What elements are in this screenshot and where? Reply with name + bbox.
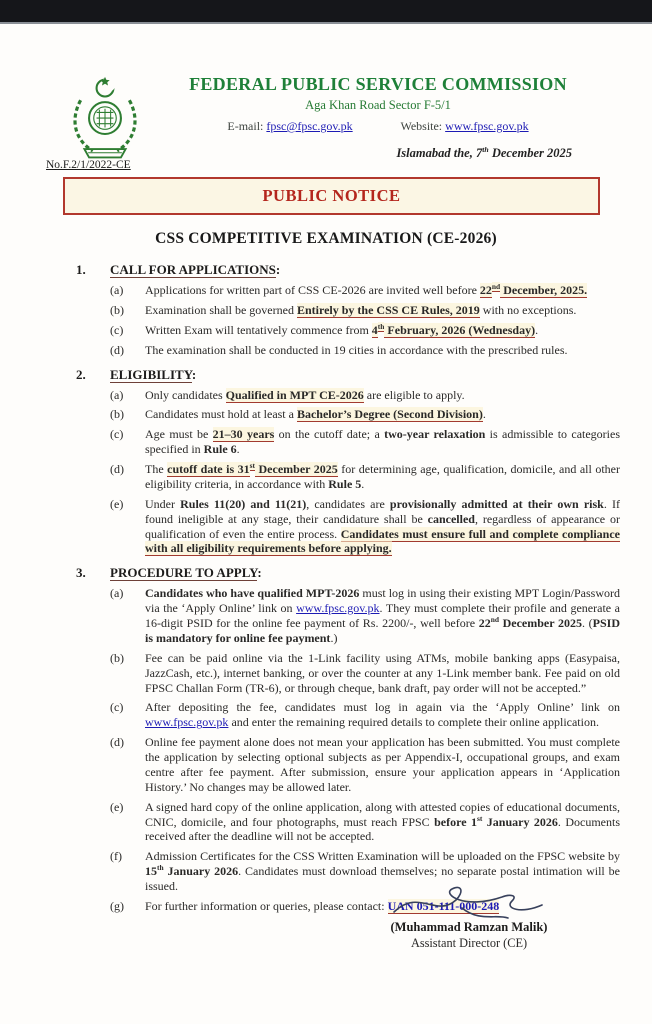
item-label: (b) (110, 650, 124, 665)
text-segment: Candidates must ensure full and complete compliance with all eligibility requirements before applying. (145, 526, 620, 556)
item-text (145, 735, 620, 795)
inline-link[interactable]: www.fpsc.gov.pk (145, 715, 229, 730)
text-segment: January 2026 (482, 814, 558, 829)
public-notice-banner-text: PUBLIC NOTICE (262, 186, 401, 205)
text-segment: Admission Certificates for the CSS Written Examination will be uploaded on the FPSC website by (145, 849, 620, 864)
section-heading (110, 565, 620, 581)
email-link[interactable]: fpsc@fpsc.gov.pk (266, 119, 353, 133)
list-item (110, 497, 620, 557)
notice-body (0, 253, 652, 919)
item-label: (f) (110, 849, 122, 864)
text-segment: . They must complete their profile and generate a 16-digit PSID for the online fee payment of Rs. 2200/-, well before (145, 601, 620, 630)
list-item (110, 586, 620, 646)
text-segment: . Documents received after the deadline will not be accepted. (145, 814, 620, 844)
list-item (110, 283, 620, 298)
item-label: (d) (110, 462, 124, 476)
text-segment: February, 2026 (Wednesday) (384, 322, 536, 337)
text-segment: cutoff date is 31 (167, 462, 250, 476)
section-items (0, 283, 652, 358)
item-label: (a) (110, 586, 124, 601)
text-segment: January 2026 (163, 864, 239, 879)
text-segment: .) (330, 630, 338, 645)
section (0, 565, 652, 914)
text-segment: 4 (371, 322, 378, 337)
text-segment: provisionally admitted at their own risk (389, 496, 604, 511)
text-segment: and enter the remaining required details to complete their online application. (228, 715, 599, 730)
text-segment: Online fee payment alone does not mean your application has been submitted. You must complete the application by selecting optional subjects as per Appendix-I, occupational groups, and exam centre after fee payment. After submission, ensure your application appears in ‘Application History.’ No changes may be allowed later. (145, 735, 620, 794)
item-label: (b) (110, 302, 124, 317)
inline-link[interactable]: UAN 051-111-000-248 (387, 898, 500, 913)
item-label: (a) (110, 387, 124, 402)
section-number: 3. (76, 565, 86, 581)
text-segment: . (236, 442, 240, 457)
text-segment: is admissible to categories specified in (145, 427, 621, 457)
section-heading-row (76, 565, 620, 581)
text-segment: st (476, 813, 483, 823)
item-text (145, 283, 620, 298)
text-segment: 22 (479, 283, 492, 297)
reference-number: No.F.2/1/2022-CE (46, 159, 131, 171)
item-text (145, 462, 620, 492)
item-label: (d) (110, 735, 124, 750)
text-segment: PSID is mandatory for online fee payment (145, 616, 621, 645)
text-segment: th (377, 321, 385, 331)
website-link[interactable]: www.fpsc.gov.pk (445, 119, 529, 133)
text-segment: on the cutoff date; a (274, 427, 385, 442)
item-label: (d) (110, 342, 124, 357)
section-heading-row (76, 262, 620, 278)
text-segment: . ( (582, 616, 593, 630)
text-segment: Entirely by the CSS CE Rules, 2019 (296, 302, 480, 317)
item-text (145, 497, 620, 557)
signatory-name: (Muhammad Ramzan Malik) (390, 920, 548, 934)
section-heading-row (76, 367, 620, 383)
list-item (110, 323, 620, 338)
text-segment: After depositing the fee, candidates must log in again via the ‘Apply Online’ link on (145, 700, 620, 715)
item-text (145, 388, 620, 403)
dateline (396, 146, 572, 161)
text-segment: Written Exam will tentatively commence from (145, 322, 372, 337)
text-segment: 15 (145, 864, 157, 879)
text-segment: before 1 (434, 814, 477, 829)
text-segment: two-year relaxation (384, 427, 486, 442)
org-name: FEDERAL PUBLIC SERVICE COMMISSION (189, 74, 567, 94)
contact-line (140, 119, 616, 134)
text-segment: Under (145, 496, 181, 511)
item-label: (c) (110, 700, 124, 715)
text-segment: . Candidates must download themselves; no separate postal intimation will be issued. (145, 864, 620, 893)
text-segment: December, 2025. (500, 283, 588, 297)
list-item (110, 462, 620, 492)
list-item (110, 303, 620, 318)
signature-icon (384, 878, 554, 924)
public-notice-banner (63, 177, 600, 215)
text-segment: nd (490, 615, 499, 624)
text-segment: cancelled (427, 511, 475, 526)
text-segment: For further information or queries, please contact: (145, 898, 388, 913)
fpsc-emblem-icon (58, 74, 152, 164)
section-number: 2. (76, 366, 86, 382)
section-items (0, 388, 652, 557)
website-label: Website: (400, 119, 443, 133)
list-item (110, 735, 620, 795)
text-segment: . If found ineligible at any stage, their candidature shall be (145, 496, 620, 526)
item-text (145, 700, 620, 730)
text-segment: : (191, 366, 197, 382)
item-text (145, 323, 620, 338)
text-segment: . (535, 322, 539, 337)
item-label: (e) (110, 799, 124, 814)
signoff-block (344, 878, 594, 951)
list-item (110, 427, 620, 457)
text-segment: : (275, 262, 281, 277)
item-label: (e) (110, 496, 124, 511)
text-segment: , regardless of appearance or qualification of even the entire process. (145, 511, 620, 541)
email-label: E-mail: (227, 119, 264, 133)
text-segment: with no exceptions. (479, 302, 577, 317)
item-text (145, 800, 620, 845)
text-segment: 22 (478, 616, 491, 630)
text-segment: for determining age, qualification, domicile, and all other eligibility criteria, in accordance with (145, 462, 620, 491)
item-text (145, 651, 620, 696)
text-segment: . (482, 407, 486, 422)
item-label: (c) (110, 322, 124, 337)
section-heading (110, 262, 620, 278)
text-segment: The examination shall be conducted in 19 cities in accordance with the prescribed rules. (145, 342, 568, 357)
text-segment: Bachelor’s Degree (Second Division) (296, 407, 483, 422)
text-segment: Only candidates (145, 387, 226, 402)
section-number: 1. (76, 262, 86, 277)
text-segment: Fee can be paid online via the 1-Link facility using ATMs, mobile banking apps (Easypaisa, JazzCash, etc.), internet banking, or over the counter at any 1-Link member bank. Fee paid on old FPSC Challan Form (TR-6), or through cheque, bank draft, pay order will not be accepted.” (145, 650, 620, 695)
item-label: (b) (110, 407, 124, 422)
photo-top-edge (0, 0, 652, 24)
inline-link[interactable]: www.fpsc.gov.pk (296, 601, 380, 616)
text-segment: Examination shall be governed (145, 302, 297, 317)
org-address: Aga Khan Road Sector F-5/1 (305, 98, 451, 112)
section (0, 367, 652, 557)
text-segment: th (157, 863, 164, 873)
text-segment: must log in using their existing MPT Login/Password via the ‘Apply Online’ link on (145, 586, 620, 616)
item-text (145, 586, 620, 646)
text-segment: Rule 6 (203, 442, 237, 457)
text-segment: A signed hard copy of the online application, along with attested copies of educational documents, CNIC, domicile, and four photographs, must reach FPSC (145, 799, 620, 829)
list-item (110, 407, 620, 422)
document-title: CSS COMPETITIVE EXAMINATION (CE-2026) (155, 230, 497, 247)
list-item (110, 800, 620, 845)
text-segment: Candidates who have qualified MPT-2026 (145, 586, 360, 601)
text-segment: Rule 5 (328, 476, 362, 491)
text-segment: Rules 11(20) and 11(21) (180, 496, 307, 511)
text-segment: December 2025 (498, 616, 583, 630)
section-items (0, 586, 652, 914)
text-segment: are eligible to apply. (363, 387, 465, 402)
text-segment: 21–30 years (212, 427, 275, 442)
list-item (110, 700, 620, 730)
item-text (145, 303, 620, 318)
list-item (110, 343, 620, 358)
text-segment: The (145, 462, 168, 476)
text-segment: Applications for written part of CSS CE-2026 are invited well before (145, 283, 480, 297)
list-item (110, 388, 620, 403)
text-segment: PROCEDURE TO APPLY (110, 565, 258, 581)
text-segment: st (249, 461, 256, 470)
item-text (145, 407, 620, 422)
item-text (145, 343, 620, 358)
text-segment: December 2025 (255, 462, 338, 476)
item-text (145, 427, 620, 457)
text-segment: : (257, 565, 262, 581)
text-segment: nd (491, 282, 501, 291)
text-segment: December 2025 (488, 146, 572, 160)
text-segment: ELIGIBILITY (110, 366, 192, 382)
sections-container (0, 262, 652, 914)
letterhead (140, 74, 616, 134)
text-segment: Age must be (145, 427, 213, 442)
text-segment: Candidates must hold at least a (145, 407, 297, 422)
list-item (110, 651, 620, 696)
item-label: (a) (110, 283, 124, 297)
text-segment: Qualified in MPT CE-2026 (225, 387, 364, 402)
signatory-title: Assistant Director (CE) (410, 936, 528, 950)
section-heading (110, 367, 620, 383)
text-segment: th (482, 144, 489, 154)
item-label: (g) (110, 898, 124, 913)
text-segment: , candidates are (306, 496, 390, 511)
text-segment: Islamabad the, 7 (396, 146, 483, 160)
section (0, 262, 652, 358)
item-label: (c) (110, 427, 124, 442)
text-segment: . (361, 476, 365, 491)
text-segment: CALL FOR APPLICATIONS (110, 262, 276, 277)
